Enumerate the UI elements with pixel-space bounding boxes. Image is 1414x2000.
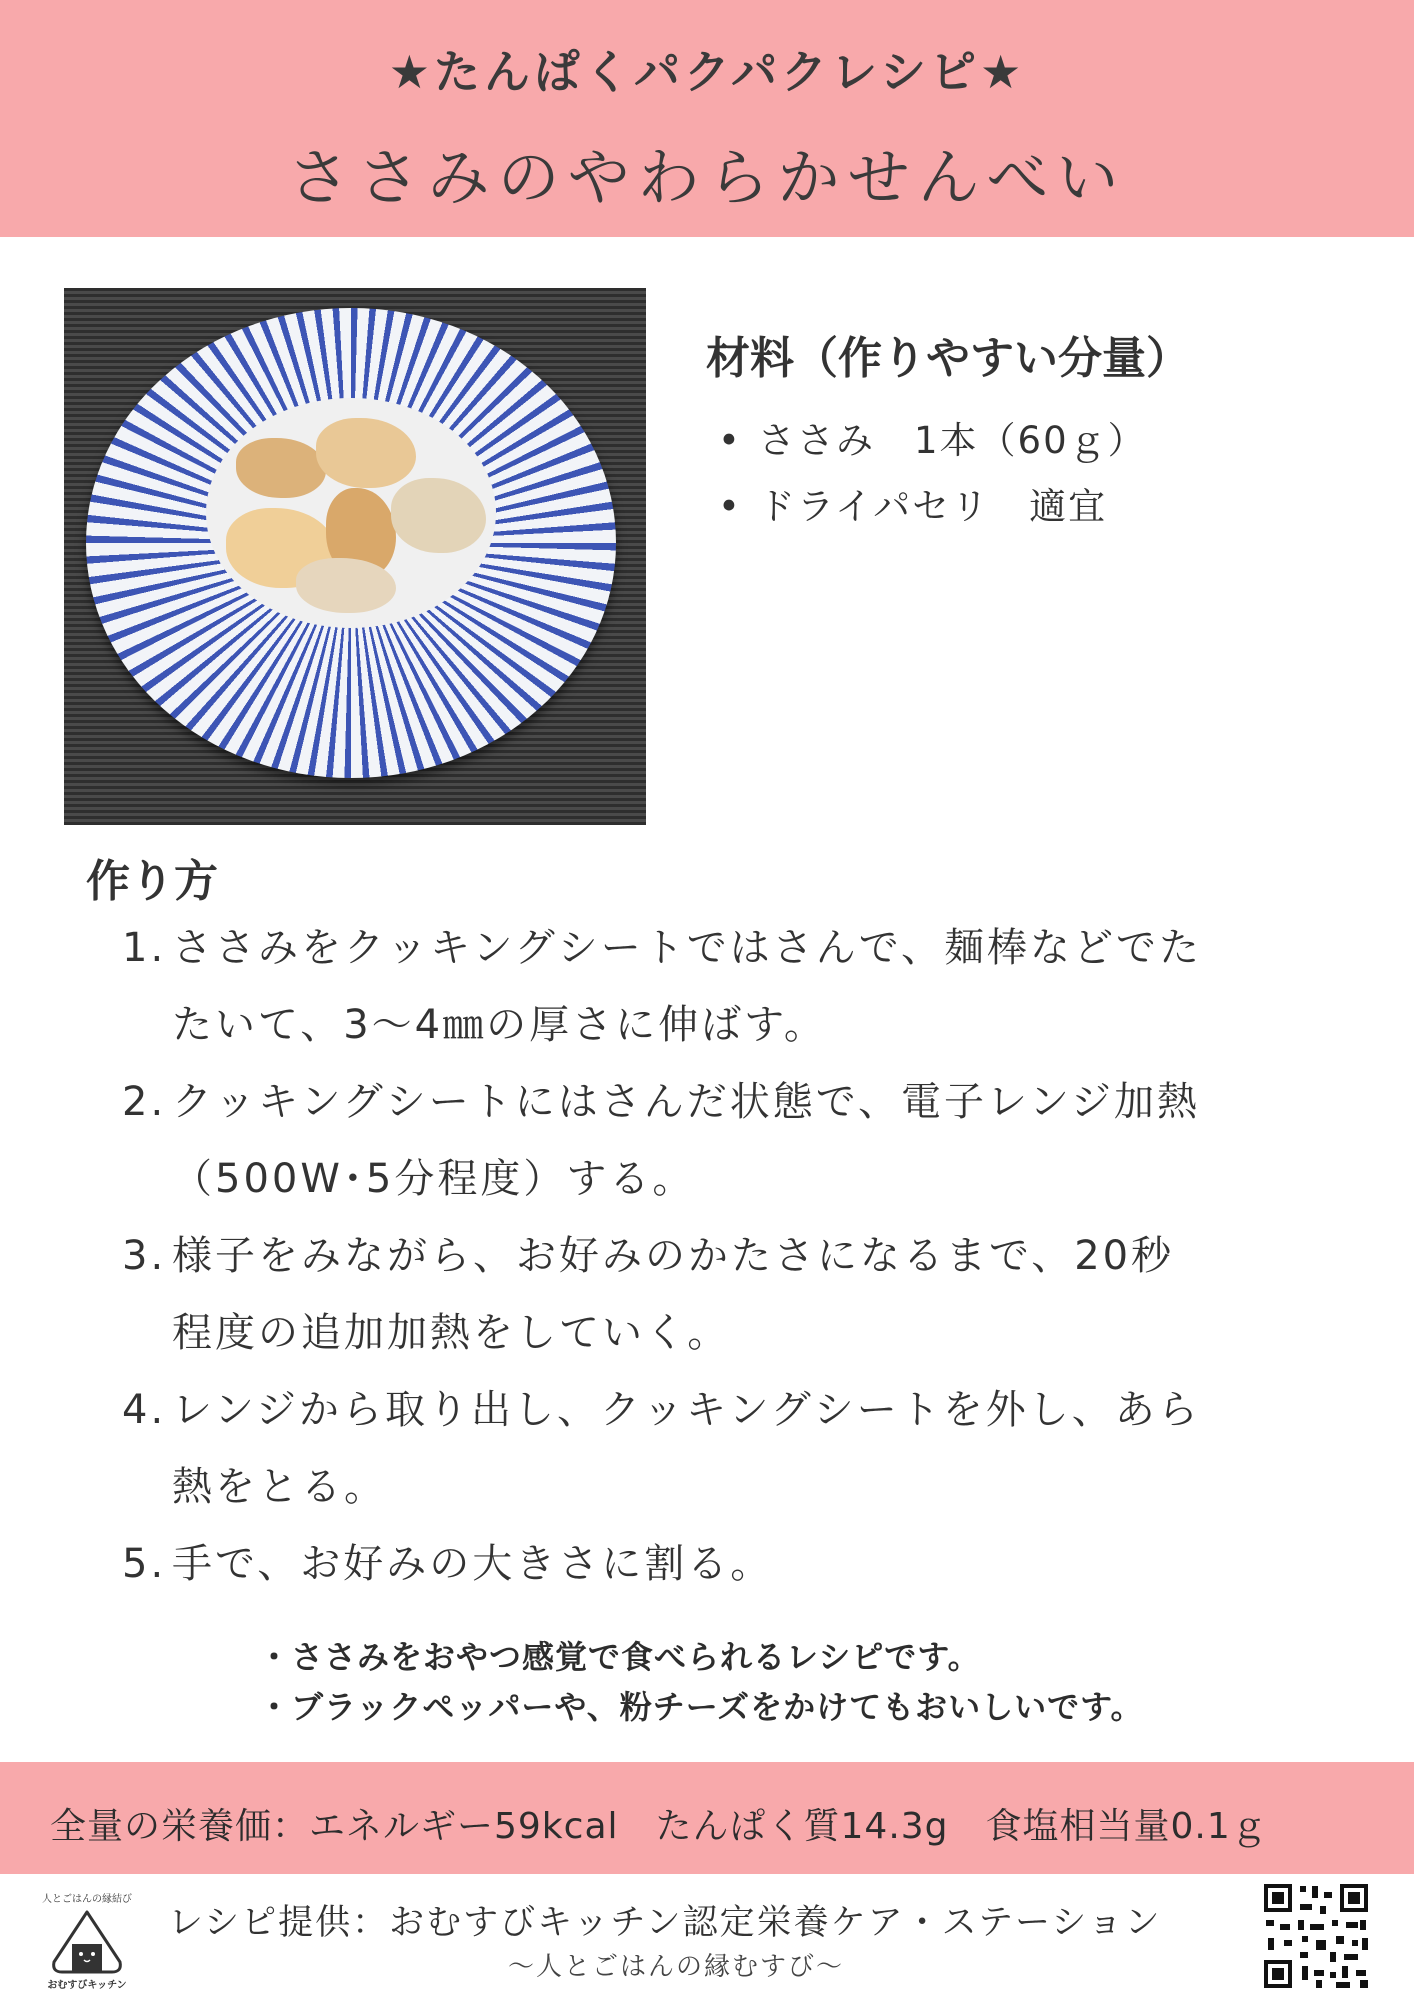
qr-code[interactable] — [1260, 1880, 1372, 1992]
svg-text:人とごはんの縁結び: 人とごはんの縁結び — [42, 1894, 132, 1905]
plate-image — [86, 308, 616, 778]
step-3: 3. 様子をみながら、お好みのかたさになるまで、20秒 程度の追加加熱をしていく。 — [122, 1233, 1175, 1356]
plate-center — [206, 398, 496, 628]
recipe-provider: レシピ提供：おむすびキッチン認定栄養ケア・ステーション — [168, 1903, 1162, 1943]
header-band — [0, 0, 1414, 237]
ingredients-list — [718, 408, 1147, 540]
step-2: 2. クッキングシートにはさんだ状態で、電子レンジ加熱 （500W･5分程度）する。 — [122, 1079, 1200, 1202]
svg-text:おむすびキッチン: おむすびキッチン — [47, 1980, 127, 1991]
note-line: ・ささみをおやつ感覚で食べられるレシピです。 — [258, 1638, 981, 1676]
method-heading: 作り方 — [86, 856, 218, 907]
ingredients-heading: 材料（作りやすい分量） — [706, 333, 1190, 384]
ingredient-item: • ささみ 1本（60ｇ） — [718, 419, 1147, 462]
step-1: 1. ささみをクッキングシートではさんで、麺棒などでた たいて、3〜4㎜の厚さに伸ばす。 — [122, 925, 1202, 1048]
recipe-title: ささみのやわらかせんべい — [287, 141, 1127, 214]
step-5: 5. 手で、お好みの大きさに割る。 — [122, 1541, 774, 1587]
nutrition-info: 全量の栄養価：エネルギー59kcal たんぱく質14.3g 食塩相当量0.1ｇ — [50, 1806, 1268, 1847]
recipe-notes — [258, 1632, 1144, 1732]
omusubi-kitchen-logo — [22, 1884, 152, 1994]
step-4: 4. レンジから取り出し、クッキングシートを外し、あら 熱をとる。 — [122, 1387, 1201, 1510]
method-steps — [122, 910, 1322, 1603]
tagline: 〜人とごはんの縁むすび〜 — [508, 1952, 845, 1982]
recipe-series-title: ★たんぱくパクパクレシピ★ — [388, 45, 1026, 99]
nutrition-band — [0, 1762, 1414, 1874]
dish-photo — [64, 288, 646, 825]
note-line: ・ブラックペッパーや、粉チーズをかけてもおいしいです。 — [258, 1688, 1144, 1726]
ingredient-item: • ドライパセリ 適宜 — [718, 485, 1108, 528]
